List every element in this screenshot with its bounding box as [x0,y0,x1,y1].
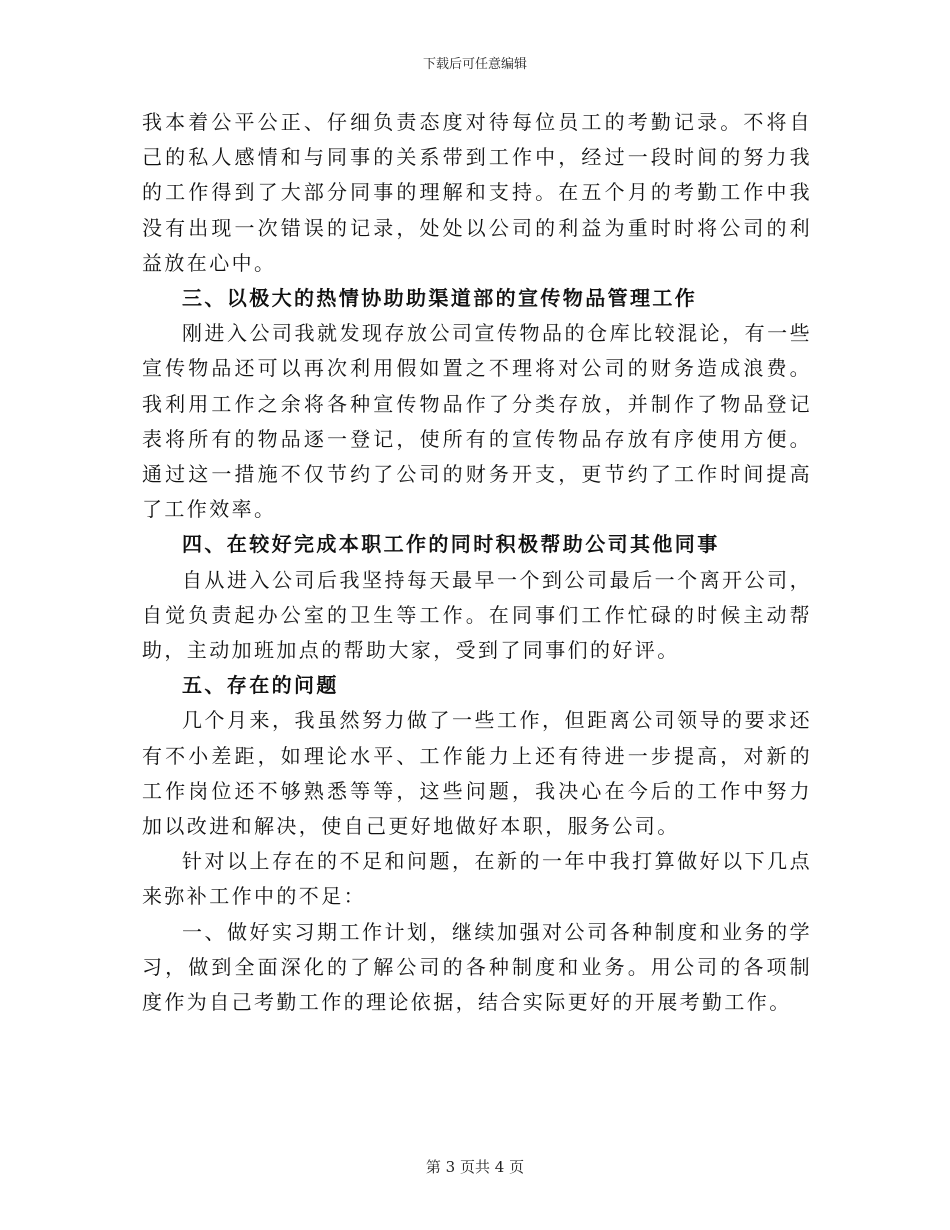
paragraph-helping-colleagues: 自从进入公司后我坚持每天最早一个到公司最后一个离开公司，自觉负责起办公室的卫生等工作。在同事们工作忙碌的时候主动帮助，主动加班加点的帮助大家，受到了同事们的好评。 [142,567,812,663]
paragraph-plan-item-1: 一、做好实习期工作计划，继续加强对公司各种制度和业务的学习，做到全面深化的了解公司的各种制度和业务。用公司的各项制度作为自己考勤工作的理论依据，结合实际更好的开展考勤工作。 [142,919,812,1015]
page-header: 下载后可任意编辑 [422,57,527,72]
paragraph-plan-intro: 针对以上存在的不足和问题，在新的一年中我打算做好以下几点来弥补工作中的不足： [142,849,812,909]
paragraph-problems: 几个月来，我虽然努力做了一些工作，但距离公司领导的要求还有不小差距，如理论水平、工作能力上还有待进一步提高，对新的工作岗位还不够熟悉等等，这些问题，我决心在今后的工作中努力加以改进和解决，使自己更好地做好本职，服务公司。 [142,708,812,839]
paragraph-promo-items: 刚进入公司我就发现存放公司宣传物品的仓库比较混论，有一些宣传物品还可以再次利用假如置之不理将对公司的财务造成浪费。我利用工作之余将各种宣传物品作了分类存放，并制作了物品登记表将所有的物品逐一登记，使所有的宣传物品存放有序使用方便。通过这一措施不仅节约了公司的财务开支，更节约了工作时间提高了工作效率。 [142,321,812,522]
section-heading-4: 四、在较好完成本职工作的同时积极帮助公司其他同事 [182,532,720,557]
paragraph-attendance: 我本着公平公正、仔细负责态度对待每位员工的考勤记录。不将自己的私人感情和与同事的关系带到工作中，经过一段时间的努力我的工作得到了大部分同事的理解和支持。在五个月的考勤工作中我没有出现一次错误的记录，处处以公司的利益为重时时将公司的利益放在心中。 [142,110,812,275]
page-number-footer: 第 3 页共 4 页 [425,1158,525,1176]
section-heading-5: 五、存在的问题 [182,673,339,698]
document-body [142,105,812,1020]
section-heading-3: 三、以极大的热情协助助渠道部的宣传物品管理工作 [182,286,698,311]
